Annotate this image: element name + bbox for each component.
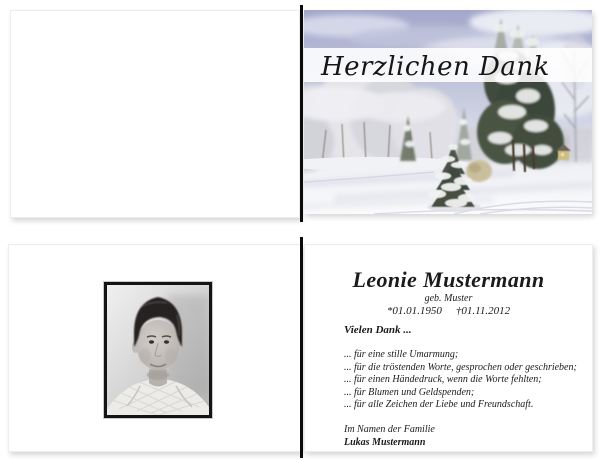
card-inside-left <box>8 244 301 452</box>
portrait-photo <box>107 285 209 415</box>
birth-name: geb. Muster <box>424 293 473 304</box>
thanks-line: ... für alle Zeichen der Liebe und Freundschaft. <box>344 399 534 411</box>
thanks-line: ... für eine stille Umarmung; <box>344 349 459 361</box>
closing-line: Im Namen der Familie <box>344 424 435 436</box>
portrait-frame <box>104 282 212 418</box>
thanks-text-block <box>344 324 588 449</box>
thanks-heading: Vielen Dank ... <box>344 324 412 336</box>
card-front-photo <box>304 10 592 214</box>
deceased-name: Leonie Mustermann <box>352 267 545 292</box>
card-inside-right <box>304 244 593 452</box>
winter-photo <box>304 10 592 214</box>
thanks-line: ... für die tröstenden Worte, gesprochen oder geschrieben; <box>344 361 577 373</box>
card-back-blank <box>10 10 300 218</box>
life-dates <box>305 305 592 317</box>
closing-name: Lukas Mustermann <box>344 436 426 448</box>
fold-line-top <box>300 5 303 222</box>
fold-line-bottom <box>300 237 303 458</box>
death-date: †01.11.2012 <box>455 305 511 317</box>
thanks-line: ... für einen Händedruck, wenn die Worte fehlten; <box>344 374 542 386</box>
thanks-line: ... für Blumen und Geldspenden; <box>344 386 475 398</box>
birth-date: *01.01.1950 <box>386 305 442 317</box>
front-title: Herzlichen Dank <box>321 52 550 82</box>
